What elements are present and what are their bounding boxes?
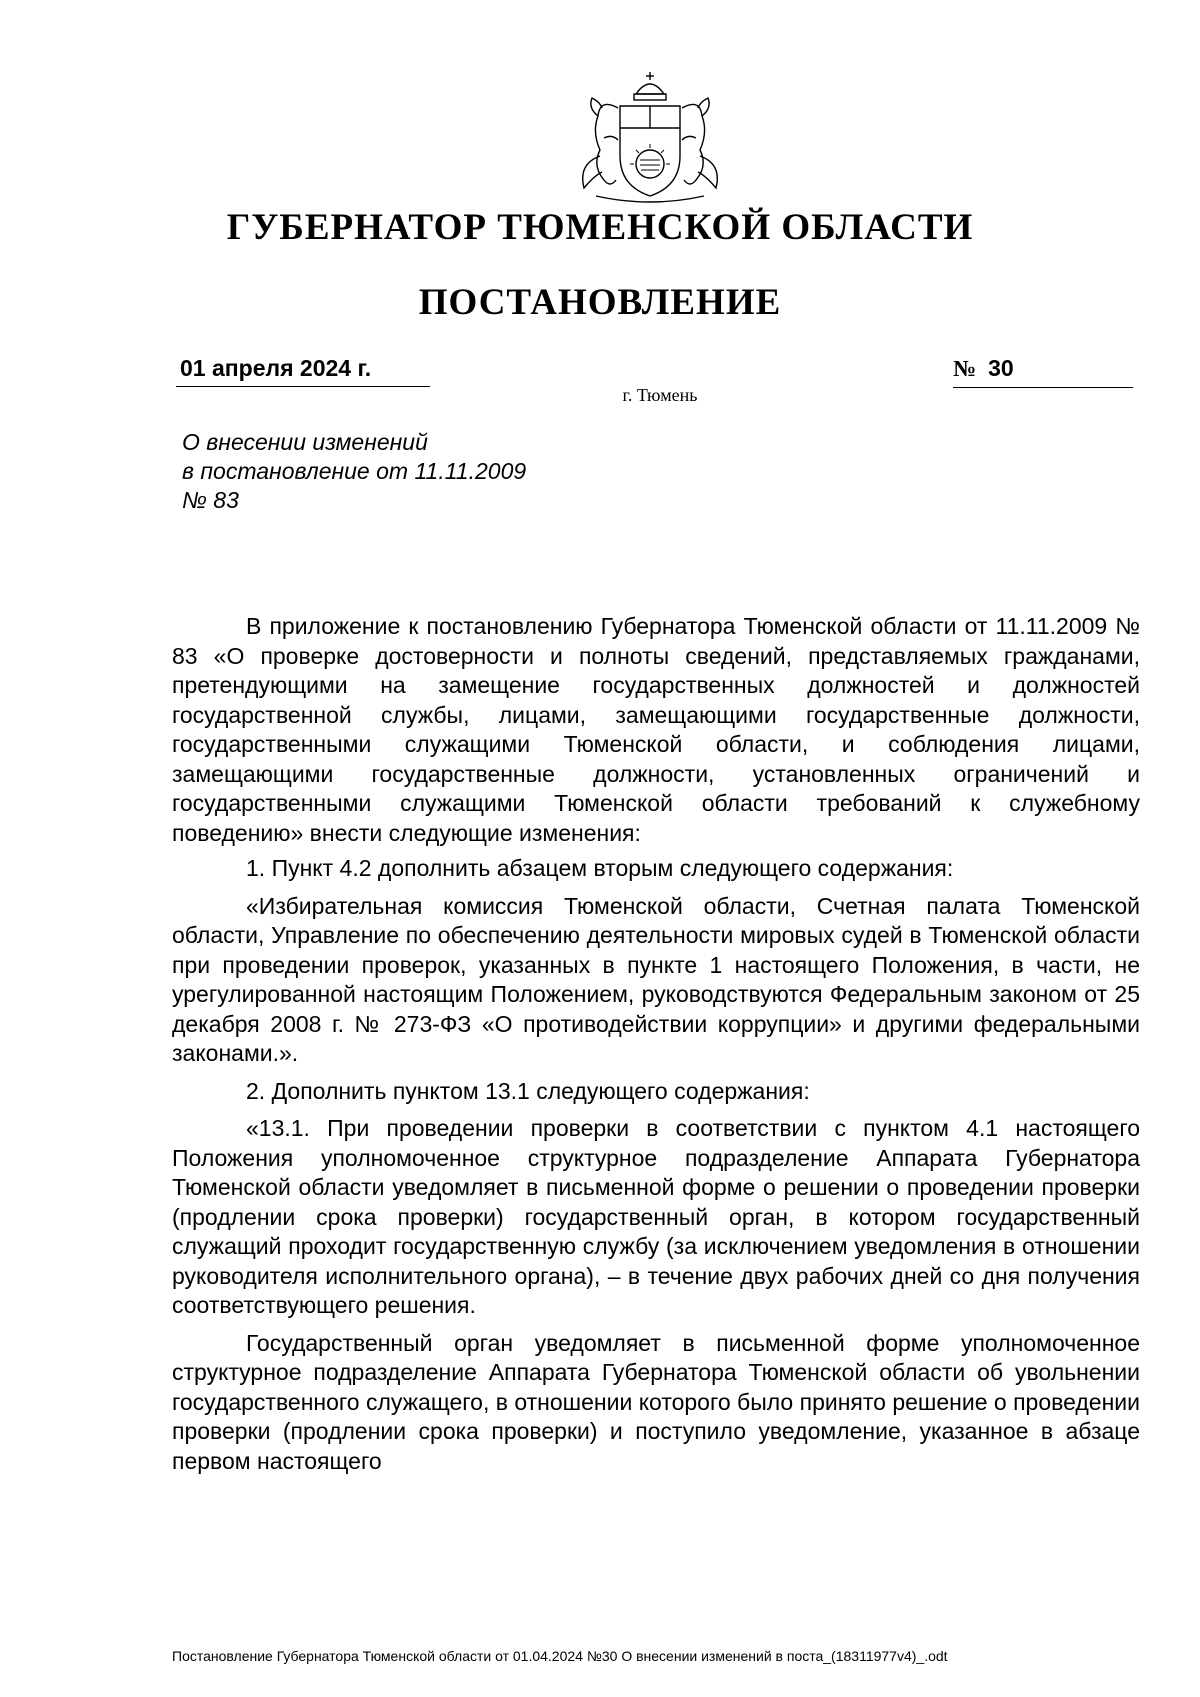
body-paragraph-quote-2: «13.1. При проведении проверки в соответствии с пунктом 4.1 настоящего Положения уполномоченное структурное подразделение Аппарата Губернатора Тюменской области уведомляет в письменной форме о решении о проведении проверки (продлении срока проверки) государственный орган, в котором государственный служащий проходит государственную службу (за исключением уведомления в отношении руководителя исполнительного органа), – в течение двух рабочих дней со дня получения соответствующего решения. (172, 1115, 1140, 1318)
document-number-field (953, 355, 1133, 388)
document-number: 30 (988, 355, 1014, 381)
page-footer: Постановление Губернатора Тюменской области от 01.04.2024 №30 О внесении изменений в поста_(18311977v4)_.odt (172, 1648, 948, 1664)
number-sign: № (953, 356, 977, 381)
document-body (172, 612, 1140, 1476)
subject-line-3: № 83 (182, 487, 239, 513)
document-type: ПОСТАНОВЛЕНИЕ (418, 282, 782, 323)
issuing-authority: ГУБЕРНАТОР ТЮМЕНСКОЙ ОБЛАСТИ (226, 207, 974, 248)
body-paragraph-item-1: 1. Пункт 4.2 дополнить абзацем вторым следующего содержания: (246, 855, 954, 881)
body-paragraph-continuation: Государственный орган уведомляет в письменной форме уполномоченное структурное подразделение Аппарата Губернатора Тюменской области об увольнении государственного служащего, в отношении которого было принято решение о проведении проверки (продлении срока проверки) и поступило уведомление, указанное в абзаце первом настоящего (172, 1329, 1140, 1474)
tyumen-region-coat-of-arms-icon (570, 68, 730, 208)
subject-line-1: О внесении изменений (182, 429, 428, 455)
document-date: 01 апреля 2024 г. (176, 355, 430, 387)
document-subject (182, 428, 526, 515)
body-paragraph-quote-1: «Избирательная комиссия Тюменской области, Счетная палата Тюменской области, Управление по обеспечению деятельности мировых судей в Тюменской области при проведении проверок, указанных в пункте 1 настоящего Положения, в части, не урегулированной настоящим Положением, руководствуются Федеральным законом от 25 декабря 2008 г. № 273-ФЗ «О противодействии коррупции» и другими федеральными законами.». (172, 892, 1140, 1066)
body-paragraph-item-2: 2. Дополнить пунктом 13.1 следующего содержания: (246, 1077, 810, 1104)
body-paragraph-preamble: В приложение к постановлению Губернатора Тюменской области от 11.11.2009 № 83 «О проверке достоверности и полноты сведений, представляемых гражданами, претендующими на замещение государственных должностей и должностей государственной службы, лицами, замещающими государственные должности, государственными служащими Тюменской области, и соблюдения лицами, замещающими государственные должности, установленных ограничений и государственными служащими Тюменской области требований к служебному поведению» внести следующие изменения: (172, 613, 1140, 846)
place-of-issue: г. Тюмень (622, 385, 698, 405)
subject-line-2: в постановление от 11.11.2009 (182, 458, 527, 484)
